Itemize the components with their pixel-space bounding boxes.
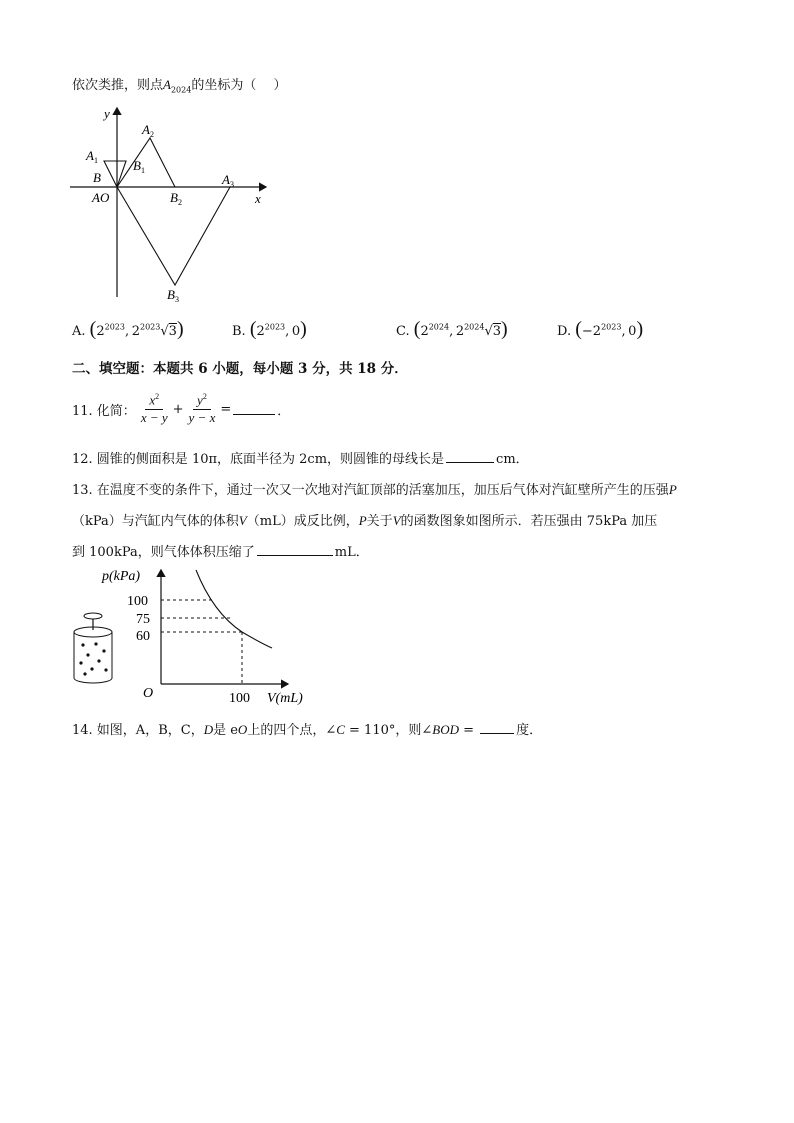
option-d: D. ($-2^{2023}$, 0) bbox=[557, 318, 644, 340]
prev-sub: 2024 bbox=[170, 85, 192, 95]
prev-text: 依次类推，则点 bbox=[72, 78, 164, 93]
question-13-line1: 13. 在温度不变的条件下，通过一次又一次地对汽缸顶部的活塞加压，加压后气体对汽缸壁所产生的压强P bbox=[72, 482, 677, 498]
answer-blank-12[interactable] bbox=[446, 451, 494, 463]
prev-point: A bbox=[163, 77, 171, 92]
origin-label: O bbox=[143, 686, 154, 701]
option-c: C. ($2^{2024}$, $2^{2024}√3$) bbox=[396, 318, 508, 340]
fraction-1: $x^2$ x − y bbox=[140, 392, 168, 425]
p-label: p(kPa) bbox=[102, 569, 141, 584]
section-title: 二、填空题：本题共 6 小题，每小题 3 分，共 18 分． bbox=[72, 361, 408, 377]
q12-text: 12. 圆锥的侧面积是 10π，底面半径为 2cm，则圆锥的母线长是 bbox=[72, 452, 445, 467]
triangle-1 bbox=[104, 161, 126, 187]
label-AO: AO bbox=[92, 190, 110, 205]
zigzag-figure bbox=[66, 100, 276, 310]
option-c-label: C. bbox=[396, 324, 410, 339]
tick-100: 100 bbox=[127, 594, 148, 609]
label-A1: $A_1$ bbox=[86, 148, 98, 165]
prev-after: 的坐标为（ ） bbox=[191, 78, 287, 93]
pressure-figure bbox=[66, 560, 336, 710]
answer-blank-11[interactable] bbox=[233, 403, 275, 415]
option-d-label: D. bbox=[557, 324, 572, 339]
question-13-line3: 到 100kPa，则气体体积压缩了 mL． bbox=[72, 545, 369, 560]
question-12 bbox=[72, 448, 529, 467]
question-13-line2: （kPa）与汽缸内气体的体积V（mL）成反比例，P关于V的函数图象如图所示．若压强由 75kPa 加压 bbox=[72, 513, 658, 529]
tick-75: 75 bbox=[136, 612, 150, 627]
label-B3: $B_3$ bbox=[167, 287, 179, 304]
fraction-2: $\frac{y^2}{y - x}$ bbox=[188, 392, 216, 425]
question-11: 11. 化简： $x^2$ x − y + $\frac{y^2}{y - x}$ = ． bbox=[72, 392, 291, 425]
question-14: 14. 如图，A，B，C，D是 eO上的四个点，∠C = 110°，则∠BOD = 度． bbox=[72, 722, 543, 738]
answer-blank-14[interactable] bbox=[480, 722, 514, 734]
option-a: A. ($2^{2023}$, $2^{2023}√3$) bbox=[72, 318, 184, 340]
label-A2: $A_2$ bbox=[142, 122, 154, 139]
sqrt-symbol: √3 bbox=[160, 324, 177, 339]
answer-blank-13[interactable] bbox=[257, 544, 333, 556]
v-label: V(mL) bbox=[267, 691, 303, 706]
label-B: B bbox=[93, 170, 101, 185]
label-x: x bbox=[255, 191, 261, 206]
option-b: B. ($2^{2023}$, 0) bbox=[232, 318, 307, 340]
label-A3: $A_3$ bbox=[222, 172, 234, 189]
inverse-curve bbox=[196, 570, 272, 648]
tick-60: 60 bbox=[136, 629, 150, 644]
q11-number: 11. 化简： bbox=[72, 403, 136, 419]
label-B1: $B_1$ bbox=[133, 158, 145, 175]
cylinder-icon bbox=[74, 613, 112, 683]
prev-question-text bbox=[72, 74, 286, 95]
tick-x100: 100 bbox=[229, 691, 250, 706]
label-y: y bbox=[104, 106, 110, 121]
label-B2: $B_2$ bbox=[170, 190, 182, 207]
option-b-label: B. bbox=[232, 324, 246, 339]
q12-unit: cm． bbox=[496, 452, 529, 467]
option-a-label: A. bbox=[72, 324, 86, 339]
